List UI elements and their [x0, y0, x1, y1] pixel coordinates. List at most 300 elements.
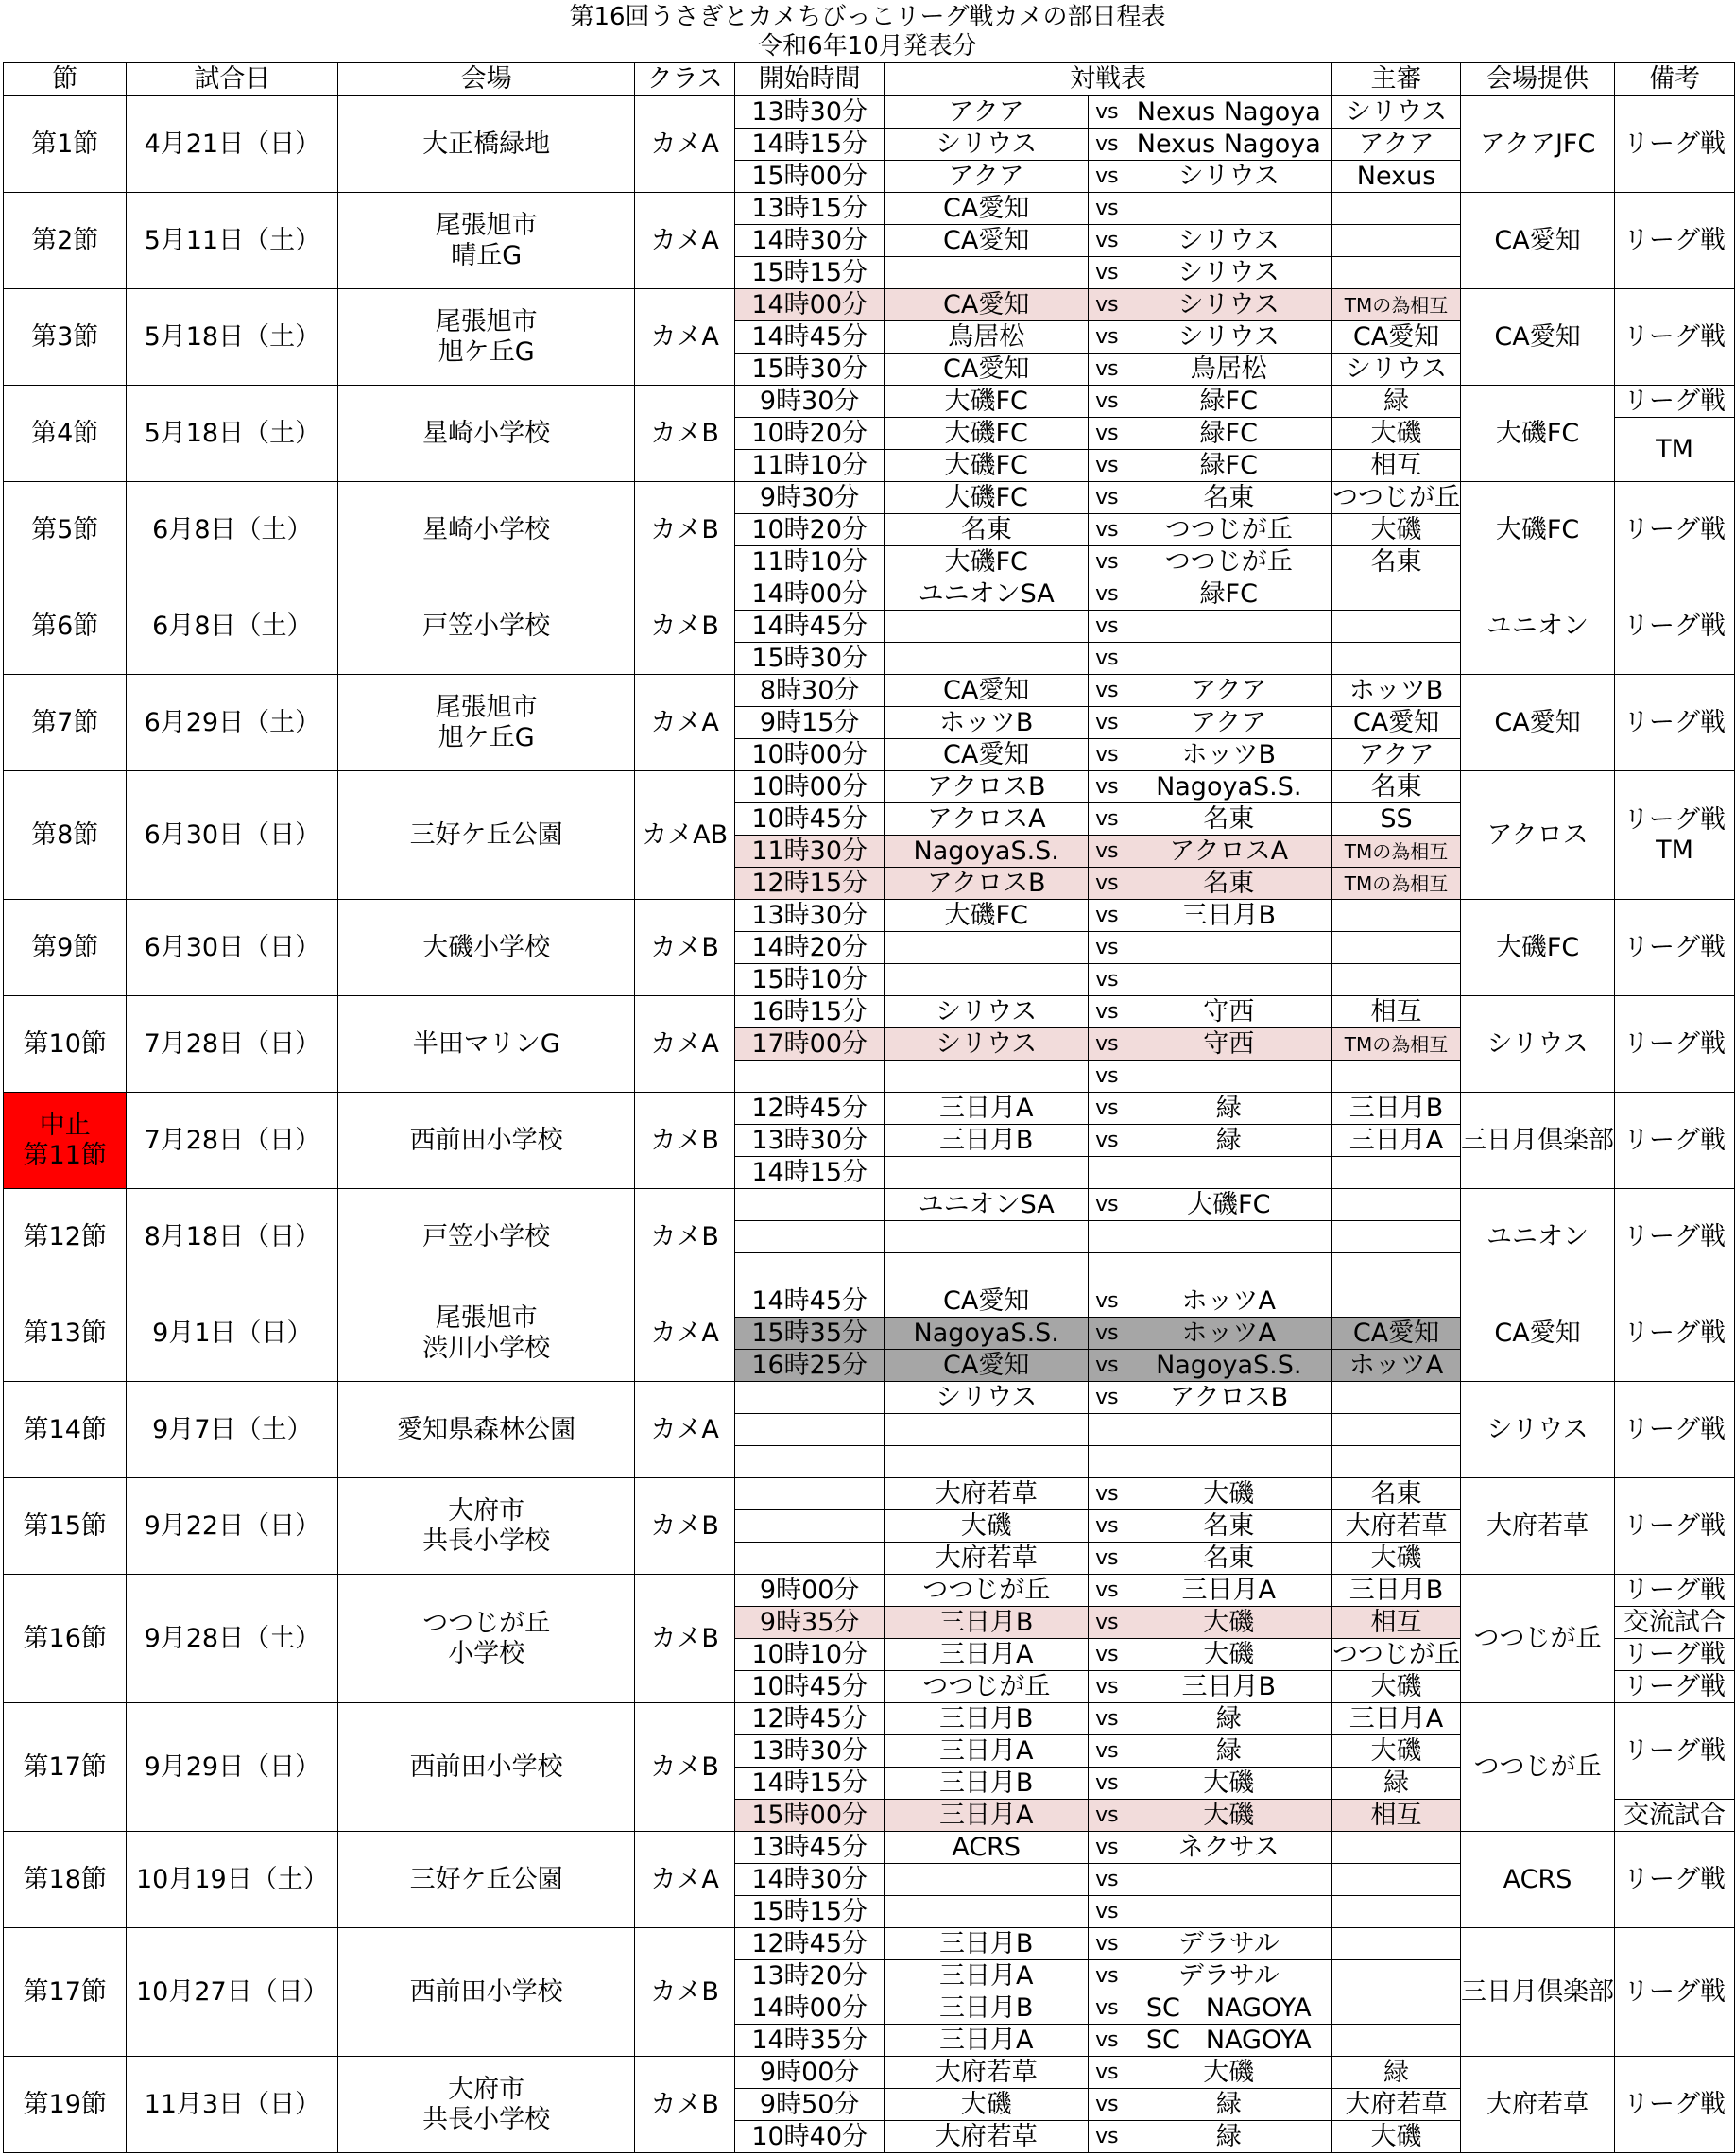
- start-time: 13時30分: [735, 1735, 885, 1768]
- away-team: デラサル: [1125, 1960, 1332, 1992]
- vs-label: vs: [1089, 321, 1125, 354]
- referee: 大磯: [1332, 1735, 1461, 1768]
- class: カメB: [635, 1478, 735, 1575]
- cell-line: 第11節: [23, 1140, 107, 1170]
- vs-label: vs: [1089, 739, 1125, 771]
- referee: TMの為相互: [1332, 836, 1461, 868]
- home-team: シリウス: [885, 996, 1089, 1028]
- referee: 名東: [1332, 1478, 1461, 1510]
- vs-label: vs: [1089, 932, 1125, 964]
- away-team: ネクサス: [1125, 1832, 1332, 1864]
- vs-label: vs: [1089, 1575, 1125, 1607]
- away-team: シリウス: [1125, 257, 1332, 289]
- referee: つつじが丘: [1332, 1639, 1461, 1669]
- referee: 三日月B: [1332, 1093, 1461, 1125]
- away-team: ホッツA: [1125, 1285, 1332, 1318]
- cell-line: リーグ戦: [1623, 1028, 1726, 1059]
- vs-label: vs: [1089, 1543, 1125, 1575]
- home-team: 三日月B: [885, 1125, 1089, 1157]
- away-team: 名東: [1125, 1510, 1332, 1543]
- referee: アクア: [1332, 129, 1461, 161]
- home-team: CA愛知: [885, 289, 1089, 321]
- venue-provider: 三日月倶楽部: [1461, 1928, 1615, 2057]
- start-time: 9時30分: [735, 386, 885, 418]
- start-time: 9時00分: [735, 2057, 885, 2089]
- away-team: デラサル: [1125, 1928, 1332, 1960]
- round-label: [4, 1928, 127, 2057]
- start-time: 11時10分: [735, 450, 885, 482]
- referee: 大磯: [1332, 1543, 1461, 1575]
- match-date: 11月3日（日）: [127, 2057, 338, 2153]
- home-team: CA愛知: [885, 1350, 1089, 1382]
- start-time: 11時30分: [735, 836, 885, 868]
- round-label: [4, 2057, 127, 2153]
- cell-line: 第13節: [23, 1318, 107, 1348]
- referee: [1332, 900, 1461, 932]
- venue-provider: アクロス: [1461, 771, 1615, 900]
- away-team: NagoyaS.S.: [1125, 1350, 1332, 1382]
- venue-provider: 大府若草: [1461, 1478, 1615, 1575]
- vs-label: vs: [1089, 1864, 1125, 1896]
- vs-label: vs: [1089, 1832, 1125, 1864]
- start-time: [735, 1061, 885, 1093]
- referee: [1332, 1414, 1461, 1446]
- start-time: 10時45分: [735, 803, 885, 836]
- referee: CA愛知: [1332, 707, 1461, 739]
- venue-provider: CA愛知: [1461, 289, 1615, 386]
- away-team: 名東: [1125, 868, 1332, 900]
- cell-line: つつじが丘: [422, 1608, 551, 1638]
- referee: [1332, 1189, 1461, 1221]
- notes: 交流試合: [1615, 1800, 1735, 1832]
- match-row: [4, 1189, 1735, 1221]
- match-row: [4, 675, 1735, 707]
- home-team: シリウス: [885, 129, 1089, 161]
- referee: アクア: [1332, 739, 1461, 771]
- home-team: [885, 643, 1089, 675]
- away-team: ホッツB: [1125, 739, 1332, 771]
- referee: [1332, 225, 1461, 257]
- referee: 三日月A: [1332, 1703, 1461, 1735]
- venue: [338, 771, 635, 900]
- round-label: [4, 1285, 127, 1382]
- round-label: [4, 289, 127, 386]
- notes: [1615, 1285, 1735, 1382]
- header-start-time: 開始時間: [735, 63, 885, 96]
- away-team: 緑: [1125, 1735, 1332, 1768]
- referee: Nexus: [1332, 161, 1461, 193]
- cell-line: 戸笠小学校: [422, 1221, 551, 1251]
- match-row: [4, 1285, 1735, 1318]
- match-date: 9月29日（日）: [127, 1703, 338, 1832]
- referee: [1332, 257, 1461, 289]
- referee: 緑: [1332, 2057, 1461, 2089]
- away-team: 緑: [1125, 2089, 1332, 2121]
- venue-provider: ユニオン: [1461, 578, 1615, 675]
- cell-line: リーグ戦: [1623, 514, 1726, 544]
- away-team: [1125, 1896, 1332, 1928]
- vs-label: vs: [1089, 1318, 1125, 1350]
- match-date: 10月27日（日）: [127, 1928, 338, 2057]
- start-time: 14時45分: [735, 1285, 885, 1318]
- venue-provider: ユニオン: [1461, 1189, 1615, 1285]
- match-row: [4, 386, 1735, 418]
- round-label: [4, 1478, 127, 1575]
- class: カメA: [635, 193, 735, 289]
- start-time: 15時00分: [735, 1800, 885, 1832]
- notes: [1615, 96, 1735, 193]
- start-time: 15時10分: [735, 964, 885, 996]
- home-team: 鳥居松: [885, 321, 1089, 354]
- referee: [1332, 578, 1461, 611]
- vs-label: vs: [1089, 1285, 1125, 1318]
- class: カメA: [635, 1285, 735, 1382]
- round-label: [4, 996, 127, 1093]
- home-team: シリウス: [885, 1028, 1089, 1061]
- header-venue: 会場: [338, 63, 635, 96]
- start-time: 14時00分: [735, 578, 885, 611]
- home-team: 大府若草: [885, 1478, 1089, 1510]
- venue: [338, 386, 635, 482]
- referee: CA愛知: [1332, 321, 1461, 354]
- away-team: シリウス: [1125, 289, 1332, 321]
- vs-label: vs: [1089, 1061, 1125, 1093]
- start-time: 14時45分: [735, 321, 885, 354]
- match-date: 7月28日（日）: [127, 996, 338, 1093]
- referee: 大磯: [1332, 1671, 1461, 1703]
- referee: シリウス: [1332, 96, 1461, 129]
- referee: [1332, 1928, 1461, 1960]
- away-team: [1125, 1414, 1332, 1446]
- away-team: [1125, 193, 1332, 225]
- class: カメA: [635, 1382, 735, 1478]
- home-team: 三日月A: [885, 2025, 1089, 2057]
- start-time: 17時00分: [735, 1028, 885, 1061]
- start-time: [735, 1414, 885, 1446]
- away-team: ホッツA: [1125, 1318, 1332, 1350]
- home-team: CA愛知: [885, 354, 1089, 386]
- class: カメA: [635, 96, 735, 193]
- header-matchup: 対戦表: [885, 63, 1332, 96]
- match-date: 10月19日（土）: [127, 1832, 338, 1928]
- cell-line: 大正橋緑地: [422, 129, 551, 159]
- cell-line: 三好ケ丘公園: [409, 819, 563, 850]
- away-team: 守西: [1125, 996, 1332, 1028]
- home-team: ACRS: [885, 1832, 1089, 1864]
- start-time: 14時35分: [735, 2025, 885, 2057]
- match-date: 5月18日（土）: [127, 386, 338, 482]
- away-team: アクア: [1125, 675, 1332, 707]
- cell-line: 半田マリンG: [412, 1028, 560, 1059]
- away-team: NagoyaS.S.: [1125, 771, 1332, 803]
- home-team: [885, 1221, 1089, 1253]
- class: カメB: [635, 578, 735, 675]
- away-team: 三日月A: [1125, 1575, 1332, 1607]
- venue: [338, 1832, 635, 1928]
- start-time: [735, 1382, 885, 1414]
- home-team: 三日月A: [885, 1960, 1089, 1992]
- referee: シリウス: [1332, 354, 1461, 386]
- match-row: [4, 2057, 1735, 2089]
- away-team: 大磯: [1125, 1639, 1332, 1671]
- cell-line: 第15節: [23, 1510, 107, 1541]
- vs-label: vs: [1089, 578, 1125, 611]
- cell-line: 第18節: [23, 1864, 107, 1894]
- referee: 緑: [1332, 386, 1461, 418]
- home-team: 三日月B: [885, 1607, 1089, 1639]
- cell-line: 旭ケ丘G: [438, 722, 535, 752]
- referee: [1332, 611, 1461, 643]
- start-time: 11時10分: [735, 546, 885, 578]
- cell-line: 第14節: [23, 1414, 107, 1444]
- match-row: [4, 1928, 1735, 1960]
- referee: [1332, 964, 1461, 996]
- match-row: [4, 1703, 1735, 1735]
- home-team: 大府若草: [885, 2057, 1089, 2089]
- vs-label: vs: [1089, 1800, 1125, 1832]
- vs-label: vs: [1089, 161, 1125, 193]
- page-title: 第16回うさぎとカメちびっこリーグ戦カメの部日程表: [569, 3, 1166, 31]
- cell-line: リーグ戦: [1623, 1221, 1726, 1251]
- notes: リーグ戦: [1615, 386, 1735, 418]
- home-team: 大磯FC: [885, 900, 1089, 932]
- referee: [1332, 1896, 1461, 1928]
- match-date: 6月30日（日）: [127, 771, 338, 900]
- away-team: 緑: [1125, 1703, 1332, 1735]
- vs-label: vs: [1089, 482, 1125, 514]
- start-time: 15時35分: [735, 1318, 885, 1350]
- venue: [338, 1575, 635, 1703]
- notes: 交流試合: [1615, 1607, 1735, 1639]
- match-date: 4月21日（日）: [127, 96, 338, 193]
- venue: [338, 193, 635, 289]
- start-time: 13時20分: [735, 1960, 885, 1992]
- away-team: [1125, 964, 1332, 996]
- cell-line: 渋川小学校: [422, 1333, 551, 1363]
- notes: リーグ戦: [1615, 1575, 1735, 1607]
- away-team: つつじが丘: [1125, 546, 1332, 578]
- round-label: [4, 386, 127, 482]
- home-team: 大磯: [885, 1510, 1089, 1543]
- notes: [1615, 1382, 1735, 1478]
- start-time: 14時45分: [735, 611, 885, 643]
- notes: [1615, 482, 1735, 578]
- home-team: つつじが丘: [885, 1671, 1089, 1703]
- header-row: [4, 63, 1735, 96]
- away-team: Nexus Nagoya: [1125, 129, 1332, 161]
- round-label: [4, 1093, 127, 1189]
- cell-line: リーグ戦: [1623, 129, 1726, 159]
- class: カメB: [635, 2057, 735, 2153]
- vs-label: vs: [1089, 354, 1125, 386]
- vs-label: vs: [1089, 643, 1125, 675]
- start-time: [735, 1221, 885, 1253]
- start-time: 15時00分: [735, 161, 885, 193]
- venue-provider: 大府若草: [1461, 2057, 1615, 2153]
- home-team: [885, 611, 1089, 643]
- notes: [1615, 1478, 1735, 1575]
- venue: [338, 1382, 635, 1478]
- venue: [338, 1703, 635, 1832]
- home-team: 三日月B: [885, 1703, 1089, 1735]
- cell-line: リーグ戦: [1623, 707, 1726, 737]
- cell-line: 大府市: [448, 2074, 525, 2104]
- vs-label: vs: [1089, 1028, 1125, 1061]
- away-team: 名東: [1125, 482, 1332, 514]
- home-team: [885, 1446, 1089, 1478]
- referee: 大府若草: [1332, 1510, 1461, 1543]
- vs-label: vs: [1089, 836, 1125, 868]
- start-time: 8時30分: [735, 675, 885, 707]
- start-time: 14時20分: [735, 932, 885, 964]
- referee: 三日月A: [1332, 1125, 1461, 1157]
- home-team: 大磯FC: [885, 386, 1089, 418]
- start-time: 10時20分: [735, 514, 885, 546]
- cell-line: 共長小学校: [422, 2104, 551, 2134]
- away-team: つつじが丘: [1125, 514, 1332, 546]
- match-row: [4, 771, 1735, 803]
- cell-line: 愛知県森林公園: [397, 1414, 576, 1444]
- home-team: アクロスA: [885, 803, 1089, 836]
- start-time: 14時00分: [735, 289, 885, 321]
- round-label: [4, 1382, 127, 1478]
- vs-label: vs: [1089, 1189, 1125, 1221]
- start-time: 16時15分: [735, 996, 885, 1028]
- class: カメB: [635, 1703, 735, 1832]
- match-date: 5月11日（土）: [127, 193, 338, 289]
- away-team: 緑FC: [1125, 418, 1332, 450]
- cell-line: 第19節: [23, 2089, 107, 2119]
- notes: [1615, 289, 1735, 386]
- title-block: [0, 0, 1735, 62]
- referee: [1332, 1382, 1461, 1414]
- home-team: 大磯: [885, 2089, 1089, 2121]
- venue: [338, 996, 635, 1093]
- notes: [1615, 1093, 1735, 1189]
- match-date: 5月18日（土）: [127, 289, 338, 386]
- start-time: 15時15分: [735, 1896, 885, 1928]
- class: カメA: [635, 996, 735, 1093]
- referee: [1332, 932, 1461, 964]
- round-label: [4, 771, 127, 900]
- vs-label: vs: [1089, 1896, 1125, 1928]
- venue-provider: つつじが丘: [1461, 1703, 1615, 1832]
- vs-label: vs: [1089, 289, 1125, 321]
- venue: [338, 482, 635, 578]
- away-team: 大磯: [1125, 1478, 1332, 1510]
- start-time: [735, 1253, 885, 1285]
- away-team: 三日月B: [1125, 1671, 1332, 1703]
- match-date: 9月1日（日）: [127, 1285, 338, 1382]
- home-team: [885, 1896, 1089, 1928]
- notes: [1615, 675, 1735, 771]
- away-team: アクロスA: [1125, 836, 1332, 868]
- vs-label: vs: [1089, 1382, 1125, 1414]
- cell-line: リーグ戦: [1623, 804, 1726, 835]
- match-date: 6月30日（日）: [127, 900, 338, 996]
- vs-label: [1089, 1221, 1125, 1253]
- match-row: [4, 900, 1735, 932]
- start-time: 9時15分: [735, 707, 885, 739]
- cell-line: リーグ戦: [1623, 1125, 1726, 1155]
- vs-label: vs: [1089, 2089, 1125, 2121]
- cell-line: 第2節: [31, 225, 99, 255]
- start-time: 16時25分: [735, 1350, 885, 1382]
- referee: 大府若草: [1332, 2089, 1461, 2121]
- class: カメA: [635, 289, 735, 386]
- referee: [1332, 2025, 1461, 2057]
- cell-line: リーグ戦: [1623, 225, 1726, 255]
- away-team: シリウス: [1125, 225, 1332, 257]
- schedule-table: [3, 62, 1735, 2153]
- class: カメB: [635, 1575, 735, 1703]
- start-time: 14時15分: [735, 1768, 885, 1800]
- referee: ホッツB: [1332, 675, 1461, 707]
- referee: [1332, 1446, 1461, 1478]
- venue-provider: 三日月倶楽部: [1461, 1093, 1615, 1189]
- home-team: 三日月B: [885, 1992, 1089, 2025]
- vs-label: vs: [1089, 2057, 1125, 2089]
- match-row: [4, 1832, 1735, 1864]
- match-date: 6月8日（土）: [127, 482, 338, 578]
- start-time: 14時30分: [735, 225, 885, 257]
- start-time: 10時00分: [735, 771, 885, 803]
- vs-label: vs: [1089, 1639, 1125, 1671]
- referee: 大磯: [1332, 418, 1461, 450]
- referee: [1332, 1864, 1461, 1896]
- vs-label: vs: [1089, 1478, 1125, 1510]
- venue-provider: CA愛知: [1461, 1285, 1615, 1382]
- home-team: アクア: [885, 161, 1089, 193]
- notes: [1615, 1928, 1735, 2057]
- cell-line: リーグ戦: [1623, 1976, 1726, 2007]
- match-row: [4, 996, 1735, 1028]
- venue: [338, 675, 635, 771]
- header-provider: 会場提供: [1461, 63, 1615, 96]
- class: カメB: [635, 386, 735, 482]
- venue-provider: CA愛知: [1461, 675, 1615, 771]
- referee: 名東: [1332, 546, 1461, 578]
- start-time: [735, 1543, 885, 1575]
- venue: [338, 578, 635, 675]
- venue-provider: シリウス: [1461, 1382, 1615, 1478]
- cell-line: 戸笠小学校: [422, 611, 551, 641]
- venue-provider: ACRS: [1461, 1832, 1615, 1928]
- cell-line: リーグ戦: [1623, 321, 1726, 352]
- cell-line: 第17節: [23, 1751, 107, 1782]
- cell-line: リーグ戦: [1623, 1510, 1726, 1541]
- class: カメB: [635, 482, 735, 578]
- header-referee: 主審: [1332, 63, 1461, 96]
- cell-line: 第4節: [31, 418, 99, 448]
- home-team: [885, 964, 1089, 996]
- cell-line: 西前田小学校: [409, 1751, 563, 1782]
- notes: [1615, 2057, 1735, 2153]
- round-label: [4, 1703, 127, 1832]
- home-team: CA愛知: [885, 193, 1089, 225]
- match-row: [4, 1382, 1735, 1414]
- away-team: 緑: [1125, 1125, 1332, 1157]
- cell-line: 第10節: [23, 1028, 107, 1059]
- notes: リーグ戦: [1615, 1671, 1735, 1703]
- start-time: 14時30分: [735, 1864, 885, 1896]
- start-time: 12時15分: [735, 868, 885, 900]
- away-team: 緑FC: [1125, 386, 1332, 418]
- class: カメB: [635, 1928, 735, 2057]
- venue: [338, 96, 635, 193]
- referee: [1332, 1960, 1461, 1992]
- home-team: [885, 257, 1089, 289]
